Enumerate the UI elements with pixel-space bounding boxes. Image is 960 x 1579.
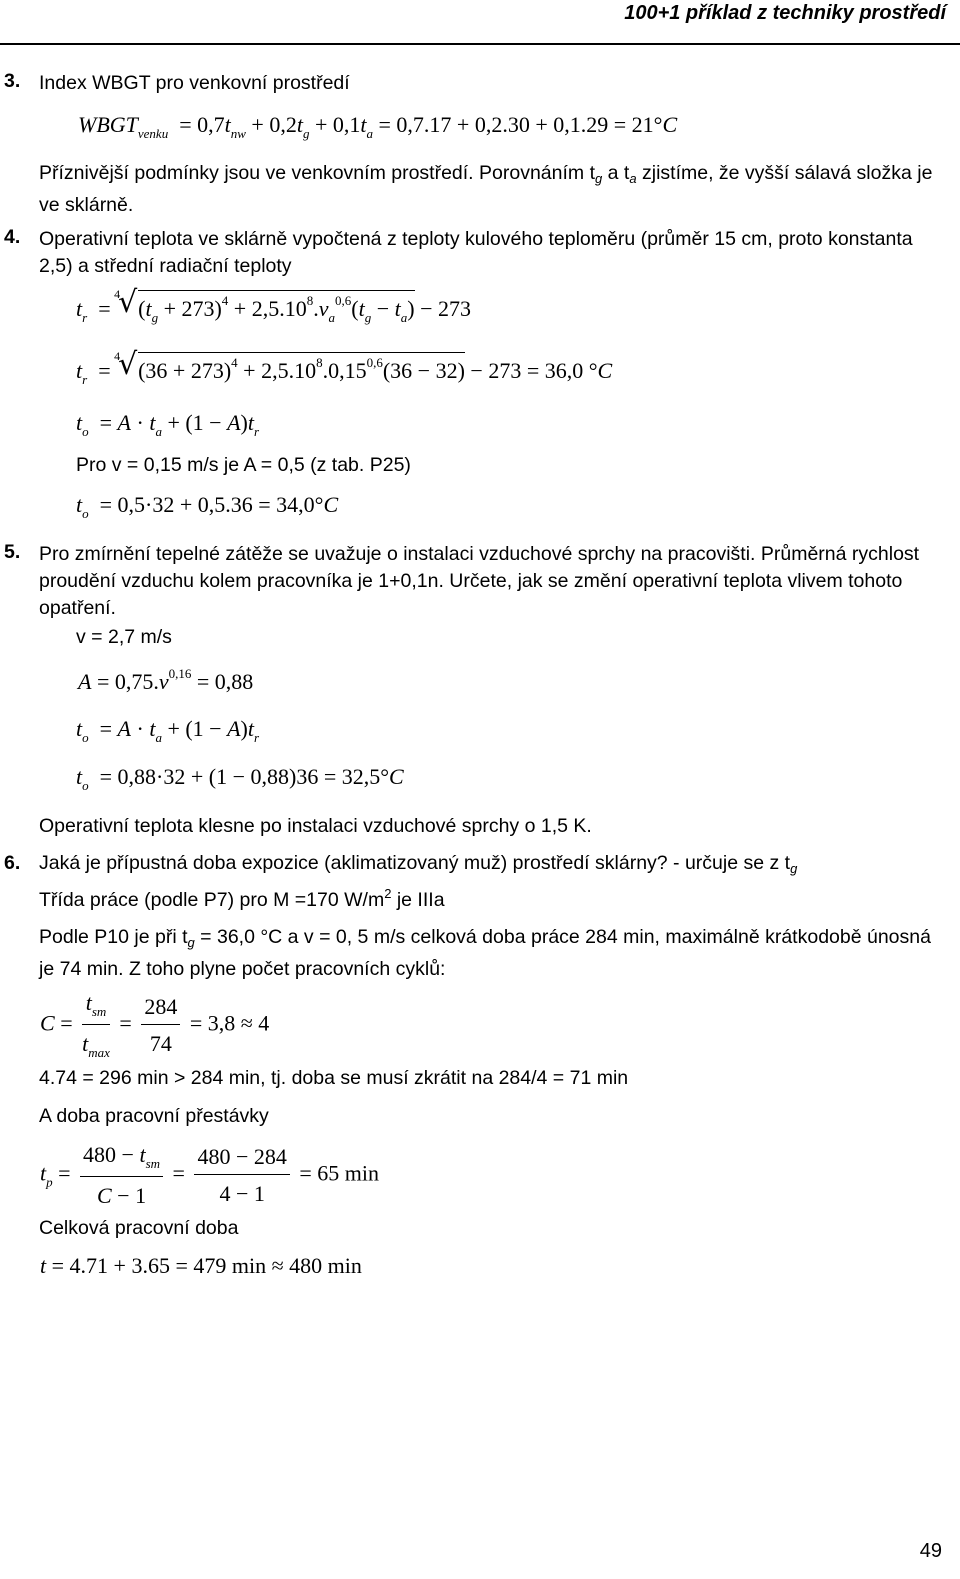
- total-formula: t = 4.71 + 3.65 = 479 min ≈ 480 min: [40, 1253, 362, 1278]
- tr-formula: $t_r$ = √ 4 $(t_g + 273)^4 + 2,5.10^8.v_a^{0,6}(t_g - t_a) - 273$: [76, 290, 471, 326]
- section-3-text: Příznivější podmínky jsou ve venkovním prostředí. Porovnáním $t_g$ a $t_a$ zjistíme, že vyšší sálavá složka je ve sklárně.: [39, 162, 933, 216]
- p10-text: Podle P10 je při $t_g = 36,0$ °C a v = 0, 5 m/s celková doba práce 284 min, maximálně krátkodobě únosná je 74 min. Z toho plyne počet pracovních cyklů:: [39, 926, 931, 980]
- section-4-velocity-note: Pro v = 0,15 m/s je A = 0,5 (z tab. P25): [76, 454, 411, 476]
- a-formula: $A = 0,75.v^{0,16} = 0,88$: [78, 666, 254, 694]
- section-5-conclusion: Operativní teplota klesne po instalaci vzduchové sprchy o 1,5 K.: [39, 815, 592, 837]
- break-formula: $t_p$ = $\frac{480 - t_{sm}}{C - 1}$ = $\frac{480 - 284}{4 - 1}$ = 65 min: [40, 1142, 380, 1208]
- to-formula: $t_o = A \cdot t_a + (1 - A)t_r$: [76, 410, 260, 439]
- section-4-number: 4.: [4, 226, 21, 248]
- tr-calculation: $t_r$ = √ 4 $(36 + 273)^4 + 2,5.10^8.0,15^{0,6}(36 - 32) - 273 = 36,0$ °C: [76, 352, 612, 388]
- wbgt-equation: $WBGT_{venku} = 0,7t_{nw} + 0,2t_g + 0,1t_a = 0,7.17 + 0,2.30 + 0,1.29 = 21^\circ C$: [78, 112, 678, 141]
- page-number: 49: [919, 1540, 942, 1562]
- section-6-question: Jaká je přípustná doba expozice (aklimatizovaný muž) prostředí sklárny? - určuje se z $t_g$: [39, 852, 798, 876]
- total-label: Celková pracovní doba: [39, 1217, 239, 1239]
- running-header: 100+1 příklad z techniky prostředí: [624, 2, 946, 24]
- section-3-title: Index WBGT pro venkovní prostředí: [39, 72, 350, 94]
- to-result-4: $t_o = 0,5\cdot 32 + 0,5.36 = 34,0^\circ C$: [76, 492, 339, 521]
- to-result-5: $t_o = 0,88\cdot 32 + (1 - 0,88)36 = 32,5^\circ C$: [76, 764, 404, 793]
- section-5-text: Pro zmírnění tepelné zátěže se uvažuje o instalaci vzduchové sprchy na pracovišti. Průměrná rychlost proudění vzduchu kolem pracovníka je 1+0,1n. Určete, jak se změní operativní teplota vlivem tohoto opatření.: [39, 543, 920, 619]
- section-6-number: 6.: [4, 852, 21, 874]
- header-rule: [0, 43, 960, 45]
- section-4-text: Operativní teplota ve sklárně vypočtená z teploty kulového teploměru (průměr 15 cm, proto konstanta 2,5) a střední radiační teploty: [39, 228, 913, 277]
- break-label: A doba pracovní přestávky: [39, 1105, 269, 1127]
- air-velocity: v = 2,7 m/s: [76, 626, 172, 648]
- section-3-number: 3.: [4, 70, 21, 92]
- cycles-formula: C = $\frac{t_{sm}}{t_{max}}$ = $\frac{284}{74}$ = 3,8 ≈ 4: [40, 990, 270, 1060]
- cycle-check: 4.74 = 296 min > 284 min, tj. doba se musí zkrátit na 284/4 = 71 min: [39, 1067, 629, 1089]
- work-class-line: Třída práce (podle P7) pro M =170 $W/m^2$ je IIIa: [39, 886, 445, 911]
- to-formula-5: $t_o = A \cdot t_a + (1 - A)t_r$: [76, 716, 260, 745]
- section-5-number: 5.: [4, 541, 21, 563]
